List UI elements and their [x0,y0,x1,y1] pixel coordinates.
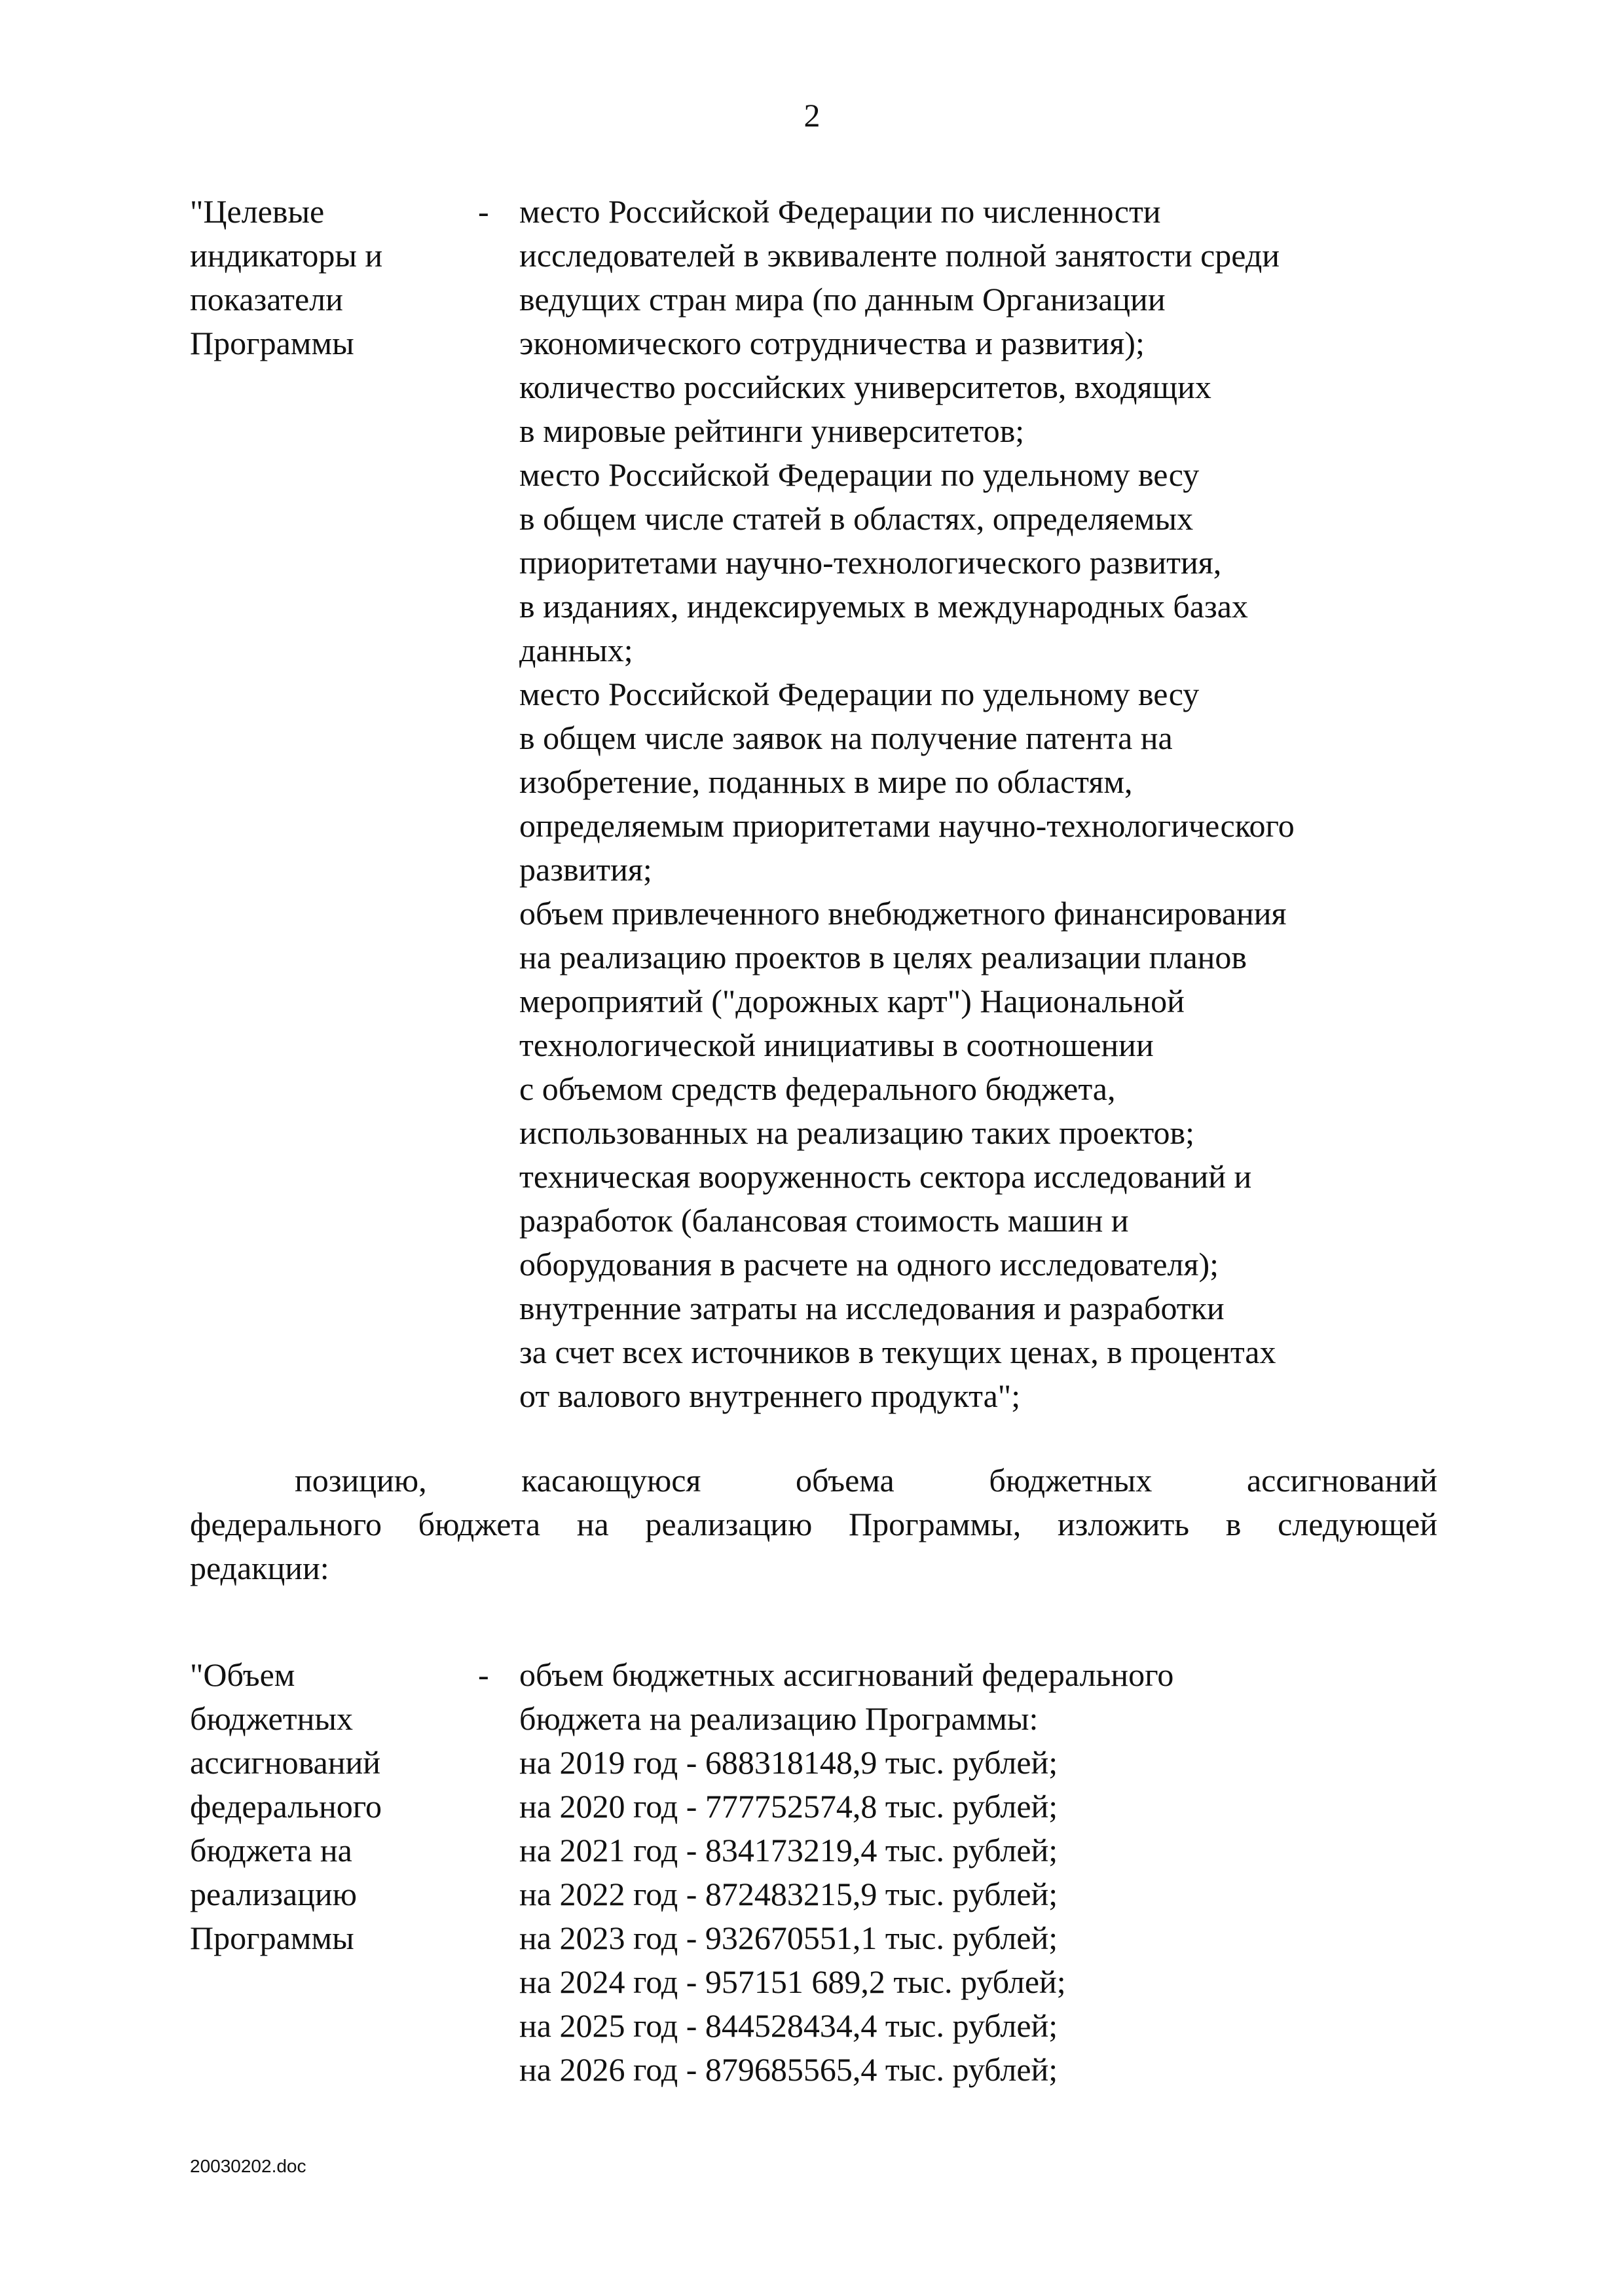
targets-content-line: за счет всех источников в текущих ценах, в процентах [519,1334,1276,1370]
targets-content-line: изобретение, поданных в мире по областям, [519,763,1133,800]
instruction-line: федерального бюджета на реализацию Программы, изложить в следующей [190,1506,1437,1542]
budget-label-line: ассигнований [190,1744,381,1781]
targets-content-line: в изданиях, индексируемых в международных базах [519,588,1248,625]
budget-label-line: реализацию [190,1876,357,1912]
targets-content-line: мероприятий ("дорожных карт") Национальной [519,983,1185,1019]
budget-content [519,1653,1454,2092]
budget-label-line: бюджетных [190,1700,353,1737]
instruction-paragraph [190,1459,1437,1590]
targets-content-line: в общем числе статей в областях, определяемых [519,500,1194,537]
instruction-word: объема [796,1462,895,1499]
page-number: 2 [803,97,821,134]
instruction-word: касающуюся [521,1462,701,1499]
targets-content-line: место Российской Федерации по удельному весу [519,456,1200,493]
targets-content-line: данных; [519,632,633,668]
targets-content-line: экономического сотрудничества и развития); [519,325,1145,361]
targets-content-line: развития; [519,851,652,888]
targets-label-line: "Целевые [190,193,325,230]
instruction-word: позицию, [295,1462,427,1499]
budget-label [190,1653,465,1960]
targets-content-line: объем привлеченного внебюджетного финансирования [519,895,1287,932]
targets-content-line: на реализацию проектов в целях реализации планов [519,939,1247,975]
targets-content-line: количество российских университетов, входящих [519,369,1211,405]
instruction-word: ассигнований [1246,1462,1437,1499]
budget-label-line: Программы [190,1920,354,1956]
targets-content-line: место Российской Федерации по удельному весу [519,676,1200,712]
targets-content-line: приоритетами научно-технологического развития, [519,544,1222,581]
budget-year-line: на 2023 год - 932670551,1 тыс. рублей; [519,1920,1058,1956]
instruction-line: редакции: [190,1550,329,1586]
budget-year-line: на 2022 год - 872483215,9 тыс. рублей; [519,1876,1058,1912]
budget-year-line: на 2024 год - 957151 689,2 тыс. рублей; [519,1963,1066,2000]
budget-year-line: на 2025 год - 844528434,4 тыс. рублей; [519,2007,1058,2044]
targets-content-line: в общем числе заявок на получение патента на [519,720,1173,756]
targets-content-line: техническая вооруженность сектора исследований и [519,1158,1252,1195]
targets-content-line: исследователей в эквиваленте полной занятости среди [519,237,1280,274]
budget-content-line: объем бюджетных ассигнований федерального [519,1656,1174,1693]
budget-year-line: на 2020 год - 777752574,8 тыс. рублей; [519,1788,1058,1825]
budget-label-line: "Объем [190,1656,295,1693]
budget-dash: - [478,1656,489,1693]
targets-label [190,190,465,365]
targets-label-line: показатели [190,281,343,318]
targets-content-line: от валового внутреннего продукта"; [519,1377,1021,1414]
targets-content [519,190,1454,1418]
targets-content-line: в мировые рейтинги университетов; [519,412,1025,449]
targets-label-line: индикаторы и [190,237,383,274]
targets-content-line: ведущих стран мира (по данным Организации [519,281,1166,318]
instruction-first-line [190,1459,1437,1503]
budget-label-line: бюджета на [190,1832,352,1868]
targets-content-line: использованных на реализацию таких проектов; [519,1114,1195,1151]
budget-content-line: бюджета на реализацию Программы: [519,1700,1039,1737]
targets-label-line: Программы [190,325,354,361]
document-file-code: 20030202.doc [190,2156,306,2176]
budget-year-line: на 2019 год - 688318148,9 тыс. рублей; [519,1744,1058,1781]
budget-label-line: федерального [190,1788,382,1825]
budget-year-line: на 2026 год - 879685565,4 тыс. рублей; [519,2051,1058,2088]
targets-content-line: разработок (балансовая стоимость машин и [519,1202,1129,1239]
instruction-word: бюджетных [989,1462,1153,1499]
targets-content-line: оборудования в расчете на одного исследователя); [519,1246,1219,1283]
targets-dash: - [478,193,489,230]
targets-content-line: место Российской Федерации по численности [519,193,1161,230]
targets-content-line: определяемым приоритетами научно-технологического [519,807,1295,844]
targets-content-line: с объемом средств федерального бюджета, [519,1070,1116,1107]
targets-content-line: внутренние затраты на исследования и разработки [519,1290,1225,1326]
targets-content-line: технологической инициативы в соотношении [519,1027,1154,1063]
budget-year-line: на 2021 год - 834173219,4 тыс. рублей; [519,1832,1058,1868]
